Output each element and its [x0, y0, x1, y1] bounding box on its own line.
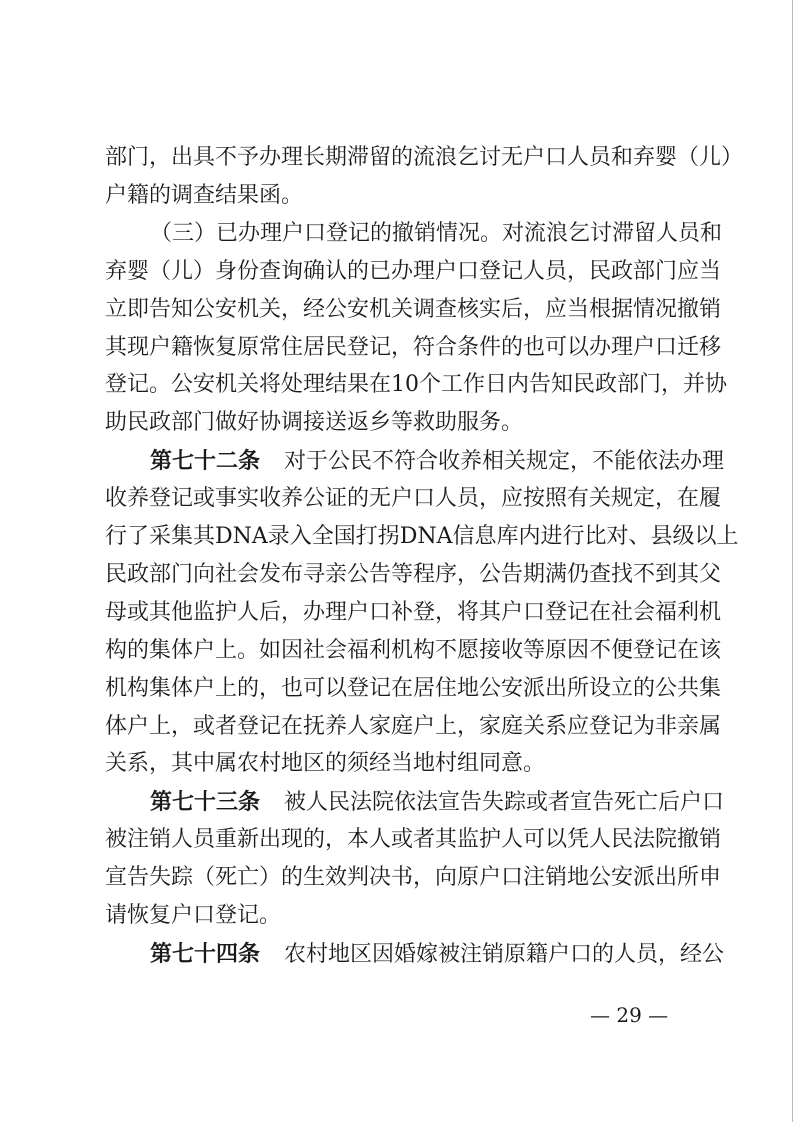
- text-line: 被注销人员重新出现的，本人或者其监护人可以凭人民法院撤销: [105, 827, 722, 852]
- article-line: [150, 441, 725, 481]
- text-line: 收养登记或事实收养公证的无户口人员，应按照有关规定，在履: [105, 486, 722, 511]
- text-line: 体户上，或者登记在抚养人家庭户上，家庭关系应登记为非亲属: [105, 714, 722, 739]
- text-line: 弃婴（儿）身份查询确认的已办理户口登记人员，民政部门应当: [105, 259, 722, 284]
- text-line: 部门，出具不予办理长期滞留的流浪乞讨无户口人员和弃婴（儿）: [105, 145, 744, 170]
- text-line: 行了采集其DNA录入全国打拐DNA信息库内进行比对、县级以上: [105, 524, 739, 549]
- article-heading: 第七十二条: [150, 448, 261, 474]
- text-line: （三）已办理户口登记的撤销情况。对流浪乞讨滞留人员和: [150, 221, 723, 246]
- text-line: 助民政部门做好协调接送返乡等救助服务。: [105, 410, 524, 435]
- text-line: 机构集体户上的，也可以登记在居住地公安派出所设立的公共集: [105, 676, 722, 701]
- text-line: 其现户籍恢复原常住居民登记，符合条件的也可以办理户口迁移: [105, 335, 722, 360]
- article-heading: 第七十四条: [150, 941, 261, 967]
- text-line: 宣告失踪（死亡）的生效判决书，向原户口注销地公安派出所申: [105, 865, 722, 890]
- text-line: 关系，其中属农村地区的须经当地村组同意。: [105, 751, 546, 776]
- text-line: 立即告知公安机关，经公安机关调查核实后，应当根据情况撤销: [105, 297, 722, 322]
- text-line: 民政部门向社会发布寻亲公告等程序，公告期满仍查找不到其父: [105, 562, 722, 587]
- text-line: 母或其他监护人后，办理户口补登，将其户口登记在社会福利机: [105, 600, 722, 625]
- article-text: 农村地区因婚嫁被注销原籍户口的人员，经公: [284, 942, 725, 967]
- article-heading: 第七十三条: [150, 789, 261, 815]
- text-line: 构的集体户上。如因社会福利机构不愿接收等原因不便登记在该: [105, 638, 722, 663]
- article-line: [150, 782, 725, 822]
- text-line: 登记。公安机关将处理结果在10个工作日内告知民政部门，并协: [105, 372, 727, 397]
- article-text: 对于公民不符合收养相关规定，不能依法办理: [284, 449, 725, 474]
- article-line: [150, 934, 725, 974]
- text-line: 请恢复户口登记。: [105, 903, 282, 928]
- text-line: 户籍的调查结果函。: [105, 183, 304, 208]
- page-number: — 29 —: [590, 1003, 669, 1027]
- article-text: 被人民法院依法宣告失踪或者宣告死亡后户口: [284, 790, 725, 815]
